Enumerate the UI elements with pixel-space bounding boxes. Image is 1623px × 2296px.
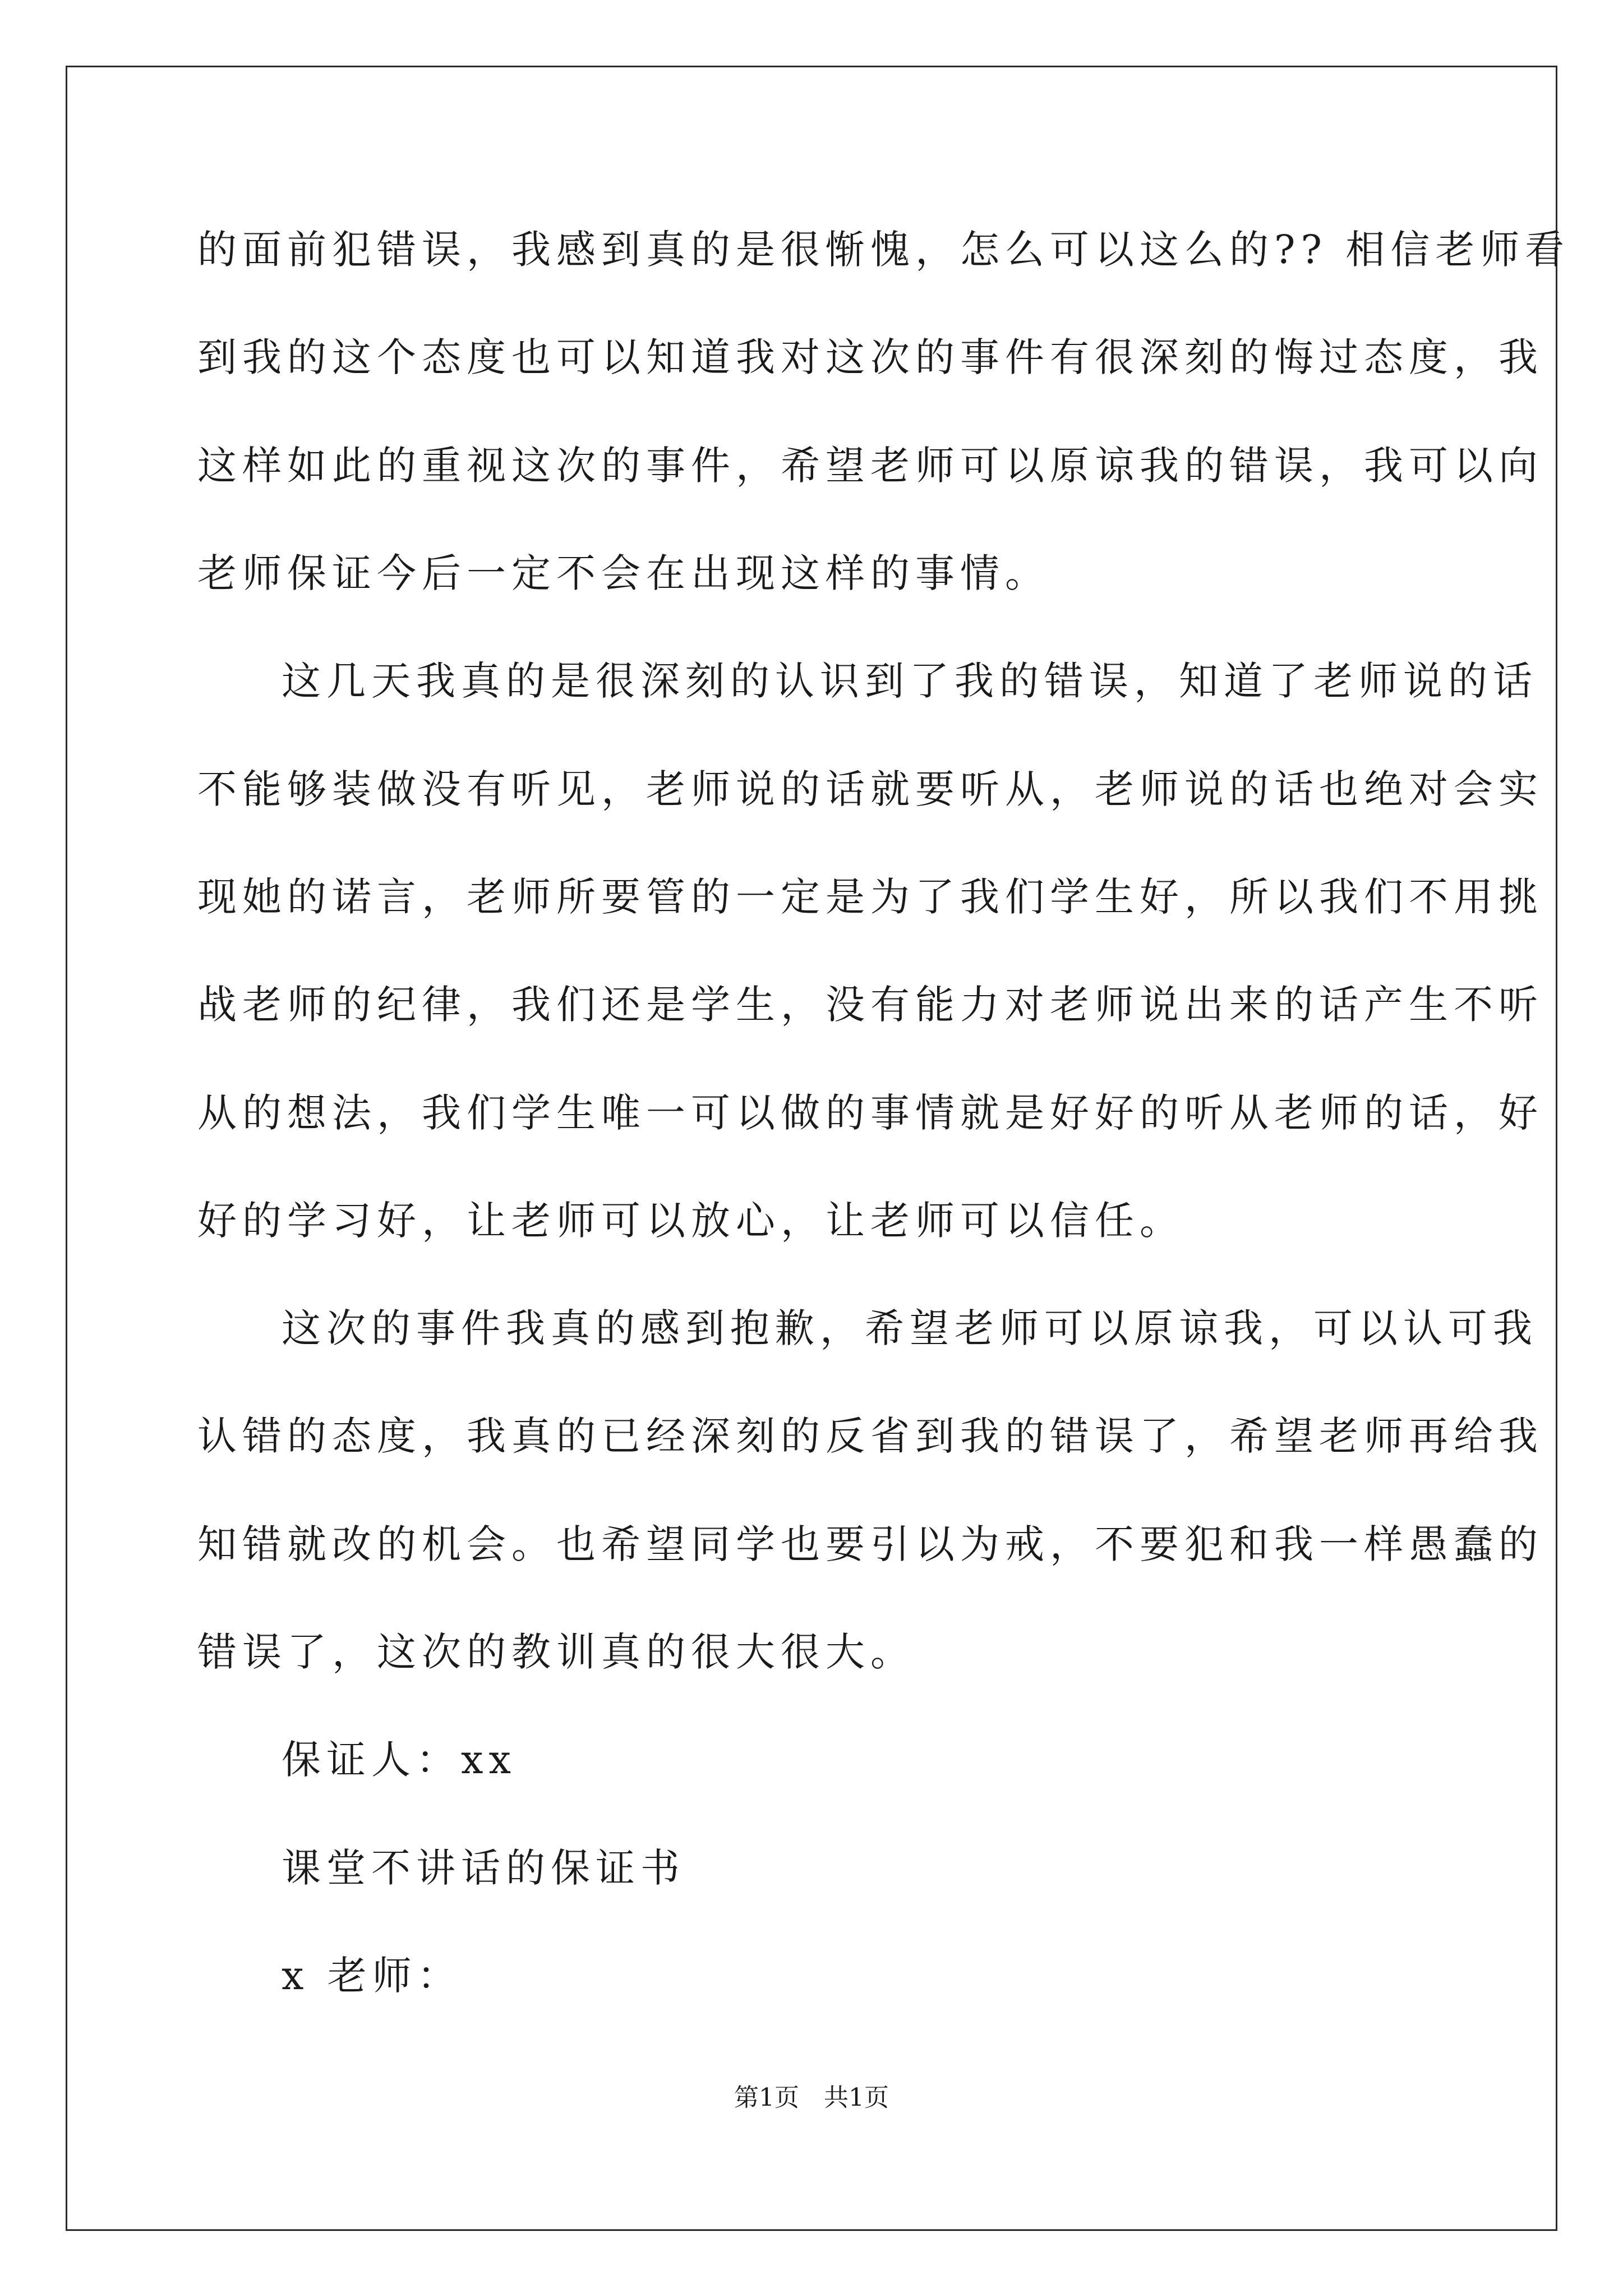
text-line: 好的学习好，让老师可以放心，让老师可以信任。 (197, 1198, 1184, 1244)
salutation: x 老师： (282, 1953, 462, 1999)
text-line: 老师保证今后一定不会在出现这样的事情。 (197, 550, 1050, 596)
text-line: 知错就改的机会。也希望同学也要引以为戒，不要犯和我一样愚蠢的 (197, 1521, 1543, 1567)
text-line: 的面前犯错误，我感到真的是很惭愧，怎么可以这么的?? 相信老师看 (197, 227, 1570, 273)
text-line: 战老师的纪律，我们还是学生，没有能力对老师说出来的话产生不听 (197, 982, 1543, 1028)
document-title: 课堂不讲话的保证书 (282, 1845, 685, 1891)
text-line: 这几天我真的是很深刻的认识到了我的错误，知道了老师说的话 (282, 658, 1538, 704)
page-border (66, 66, 1570, 2231)
text-line: 错误了，这次的教训真的很大很大。 (197, 1629, 915, 1675)
text-line: 到我的这个态度也可以知道我对这次的事件有很深刻的悔过态度，我 (197, 334, 1543, 380)
text-line: 这次的事件我真的感到抱歉，希望老师可以原谅我，可以认可我 (282, 1305, 1538, 1351)
page-number-footer: 第1页 共1页 (734, 2083, 889, 2112)
text-line: 从的想法，我们学生唯一可以做的事情就是好好的听从老师的话，好 (197, 1090, 1543, 1136)
text-line: 不能够装做没有听见，老师说的话就要听从，老师说的话也绝对会实 (197, 766, 1543, 812)
text-line: 认错的态度，我真的已经深刻的反省到我的错误了，希望老师再给我 (197, 1413, 1543, 1459)
guarantor-line: 保证人：xx (282, 1737, 517, 1783)
text-line: 这样如此的重视这次的事件，希望老师可以原谅我的错误，我可以向 (197, 443, 1543, 489)
text-line: 现她的诺言，老师所要管的一定是为了我们学生好，所以我们不用挑 (197, 874, 1543, 920)
